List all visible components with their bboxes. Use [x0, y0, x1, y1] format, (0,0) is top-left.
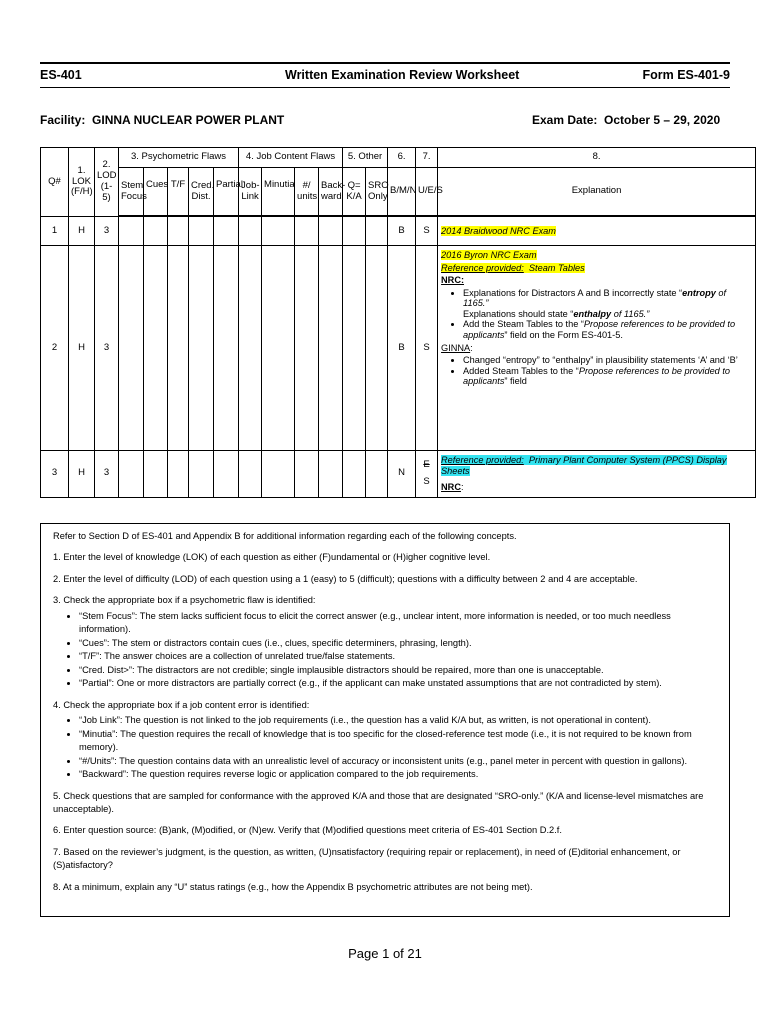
explanation-header: Explanation: [438, 168, 756, 216]
list-item: • “Cues”: The stem or distractors contain cues (i.e., clues, specific determiners, phrasing, length).: [79, 637, 717, 650]
concept-item-6: 6. Enter question source: (B)ank, (M)odified, or (N)ew. Verify that (M)odified questions meet criteria of ES-401 Section D.2.f.: [53, 825, 562, 836]
job-link-line2: Link: [241, 190, 259, 202]
row1-lok: H: [69, 217, 95, 246]
stem-focus-line1: Stem: [121, 179, 144, 191]
header-row-top: [41, 148, 756, 168]
concept-item-4: 4. Check the appropriate box if a job content error is identified:: [53, 699, 310, 710]
page-number: Page 1 of 21: [348, 946, 422, 961]
row3-reference-label: Reference provided:: [441, 455, 524, 465]
cred-dist-line2: Dist.: [191, 190, 211, 202]
row2-ues: S: [416, 246, 438, 451]
row2-nrc-list: [441, 288, 752, 341]
ka-line2: K/A: [346, 190, 362, 202]
exam-date-line: [532, 113, 720, 127]
minutia-label: Minutia: [264, 178, 295, 190]
lod-header-scale: (1-5): [100, 181, 113, 203]
psychometric-flaws-header: 3. Psychometric Flaws: [119, 148, 239, 168]
row2-bmn: B: [388, 246, 416, 451]
units-header: [295, 168, 319, 216]
stem-focus-header: [119, 168, 147, 216]
facility-line: [40, 113, 284, 127]
row3-lok: H: [69, 451, 95, 498]
list-item: • “Job Link”: The question is not linked to the job requirements (i.e., the question has a valid K/A but, as written, is not operational in content).: [79, 714, 717, 727]
lok-header-num: 1.: [77, 164, 86, 176]
row2-explanation: 2016 Byron NRC Exam Reference provided: Steam Tables NRC: • Explanations for Distractors A and B incorrectly state “entropy of 1165.” Explanations should state “enthalpy of 1165.” • Add the Steam Tables to the “Propose references to be provided to applicants” field on the Form ES-401-5. GINNA: • Changed “entropy” to “enthalpy” in plausibility statements ‘A’ and ‘B’ • Added Steam Tables to the “Propose references to be provided to applicants” field: [438, 246, 756, 451]
row3-q: 3: [41, 451, 69, 498]
row3-lod: 3: [95, 451, 119, 498]
units-line2: units: [297, 190, 318, 202]
concept-item-3: 3. Check the appropriate box if a psychometric flaw is identified:: [53, 595, 316, 606]
concepts-intro: Refer to Section D of ES-401 and Appendix B for additional information regarding each of the following concepts.: [53, 531, 517, 541]
row2-ginna-list: [441, 355, 752, 387]
list-item: • “Minutia”: The question requires the recall of knowledge that is too specific for the closed-reference test mode (i.e., it is not required to be known from memory).: [79, 728, 717, 755]
document-title: Written Examination Review Worksheet: [285, 68, 520, 82]
cues-label: Cues: [146, 178, 169, 190]
table-row: [41, 451, 756, 498]
job-content-flaws-header: 4. Job Content Flaws: [239, 148, 343, 168]
concept-item-2: 2. Enter the level of difficulty (LOD) of each question using a 1 (easy) to 5 (difficult); questions with a difficulty between 2 and 4 are acceptable.: [53, 573, 638, 584]
list-item: • “Stem Focus”: The stem lacks sufficient focus to elicit the correct answer (e.g., unclear intent, more information is needed, or too much needless information).: [79, 610, 717, 637]
row2-lod: 3: [95, 246, 119, 451]
list-item: • “Partial”: One or more distractors are partially correct (e.g., if the applicant can make unstated assumptions that are not contradicted by stem).: [79, 677, 717, 690]
col6-header: 6.: [388, 148, 416, 168]
lod-header-num: 2.: [102, 159, 111, 171]
list-item: • “Cred. Dist>”: The distractors are not credible; single implausible distractors should be repaired, more than one is unacceptable.: [79, 664, 717, 677]
cred-dist-line1: Cred.: [191, 179, 215, 191]
cues-header: [144, 168, 168, 216]
partial-label: Partial: [216, 178, 243, 190]
row1-ues: S: [416, 217, 438, 246]
ka-header: [343, 168, 366, 216]
job-link-header: [239, 168, 262, 216]
form-number: Form ES-401-9: [642, 68, 730, 82]
row2-ginna-label: GINNA: [441, 342, 471, 353]
row1-explanation: [438, 217, 756, 246]
facility-value: GINNA NUCLEAR POWER PLANT: [92, 113, 285, 127]
header-row-sub: [41, 168, 756, 216]
col7-header: 7.: [416, 148, 438, 168]
col-lok-header: [69, 148, 95, 217]
row2-source: 2016 Byron NRC Exam: [441, 250, 537, 260]
sro-header: [366, 168, 388, 216]
row1-lod: 3: [95, 217, 119, 246]
concept-item-8: 8. At a minimum, explain any “U” status ratings (e.g., how the Appendix B psychometric attributes are not being met).: [53, 881, 533, 892]
list-item: • “Backward”: The question requires reverse logic or application compared to the job requirements.: [79, 768, 717, 781]
concept-item-7: 7. Based on the reviewer’s judgment, is the question, as written, (U)nsatisfactory (requiring repair or replacement), in need of (E)ditorial enhancement, or (S)atisfactory?: [53, 846, 681, 871]
concepts-box: [40, 523, 730, 917]
sro-line2: Only: [368, 190, 388, 202]
row3-reference-value: Primary Plant Computer System (PPCS) Display Sheets: [441, 455, 727, 476]
exam-date-value: October 5 – 29, 2020: [604, 113, 721, 127]
form-series: ES-401: [40, 68, 82, 82]
row3-ues-value: S: [423, 475, 430, 487]
minutia-header: [262, 168, 295, 216]
header-rule: [40, 87, 730, 88]
list-item: • Changed “entropy” to “enthalpy” in plausibility statements ‘A’ and ‘B’: [463, 355, 752, 366]
facility-label: Facility:: [40, 113, 86, 127]
list-item: • Explanations for Distractors A and B incorrectly state “entropy of 1165.” Explanations should state “enthalpy of 1165.”: [463, 288, 752, 320]
list-item: • “T/F”: The answer choices are a collection of unrelated true/false statements.: [79, 650, 717, 663]
list-item: • Add the Steam Tables to the “Propose references to be provided to applicants” field on the Form ES-401-5.: [463, 319, 752, 340]
exam-date-label: Exam Date:: [532, 113, 598, 127]
tf-label: T/F: [170, 178, 186, 190]
row3-nrc-label: NRC: [441, 482, 461, 493]
top-rule: [40, 62, 730, 64]
row1-source: 2014 Braidwood NRC Exam: [441, 225, 556, 236]
cred-dist-header: [189, 168, 214, 216]
col-lod-header: [95, 148, 119, 217]
document-header: [40, 68, 730, 84]
job-link-line1: Job-: [241, 179, 260, 191]
row2-reference-label: Reference provided:: [441, 262, 524, 273]
col8-header: 8.: [438, 148, 756, 168]
review-worksheet-table: [40, 147, 756, 498]
row2-lok: H: [69, 246, 95, 451]
sro-line1: SRO: [368, 179, 389, 191]
lok-header-label: LOK: [71, 175, 91, 187]
ka-line1: Q=: [347, 179, 361, 191]
units-line1: #/: [302, 179, 311, 191]
row2-reference-value: Steam Tables: [528, 262, 585, 273]
concept-4-list: [53, 714, 717, 781]
row2-nrc-label: NRC:: [441, 275, 465, 286]
other-header: 5. Other: [343, 148, 388, 168]
partial-header: [214, 168, 243, 216]
lod-header-label: LOD: [97, 170, 117, 182]
ues-header: U/E/S: [416, 168, 438, 216]
row3-explanation: Reference provided: Primary Plant Computer System (PPCS) Display Sheets NRC:: [438, 451, 756, 498]
list-item: • “#/Units”: The question contains data with an unrealistic level of accuracy or inconsistent units (e.g., panel meter in percent with question in gallons).: [79, 755, 717, 768]
concept-3-list: [53, 610, 717, 691]
tf-header: [168, 168, 189, 216]
row1-q: 1: [41, 217, 69, 246]
stem-focus-line2: Focus: [121, 190, 147, 202]
row3-ues: [416, 451, 438, 498]
row3-bmn: N: [388, 451, 416, 498]
row1-bmn: B: [388, 217, 416, 246]
row3-ues-struck: E: [423, 458, 430, 470]
bmn-header: B/M/N: [388, 168, 416, 216]
backward-line2: ward: [321, 190, 342, 202]
table-row: [41, 217, 756, 246]
table-row: [41, 246, 756, 451]
backward-line1: Back-: [321, 179, 346, 191]
lok-header-scale: (F/H): [71, 186, 93, 198]
concept-item-1: 1. Enter the level of knowledge (LOK) of each question as either (F)undamental or (H)igher cognitive level.: [53, 552, 491, 563]
col-q-header: Q#: [41, 148, 69, 217]
concept-item-5: 5. Check questions that are sampled for conformance with the approved K/A and those that are designated “SRO-only.” (K/A and license-level mismatches are unacceptable).: [53, 790, 704, 814]
list-item: • Added Steam Tables to the “Propose references to be provided to applicants” field: [463, 366, 752, 387]
backward-header: [319, 168, 346, 216]
row2-q: 2: [41, 246, 69, 451]
